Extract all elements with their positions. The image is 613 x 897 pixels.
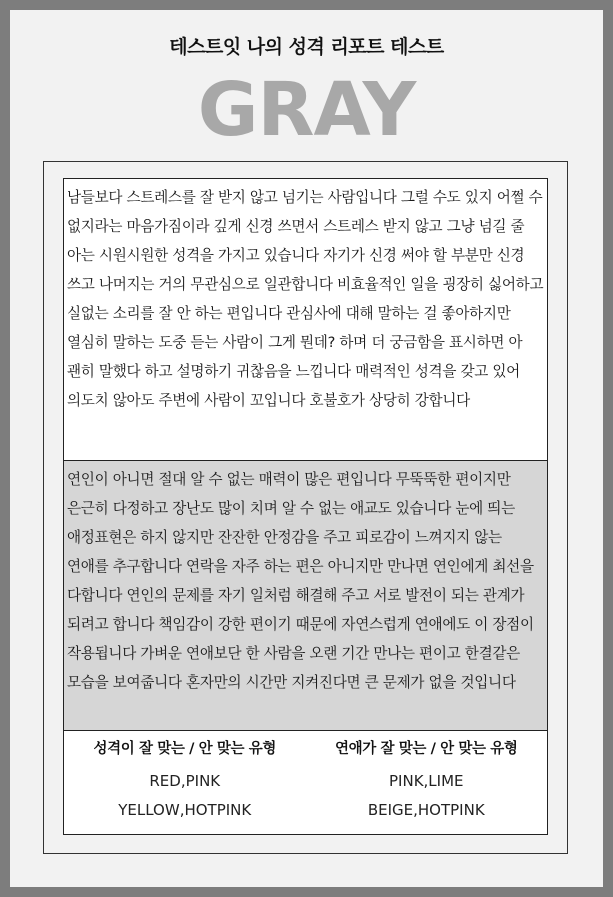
love-description: 연인이 아니면 절대 알 수 없는 매력이 많은 편입니다 무뚝뚝한 편이지만 은근히 다정하고 장난도 많이 치며 알 수 없는 애교도 있습니다 눈에 띄는 애정표현은 하지 않지만 잔잔한 안정감을 주고 피로감이 느껴지지 않는 연애를 추구합니다 연락을 자주 하는 편은 아니지만 만나면 연인에게 최선을 다합니다 연인의 문제를 자기 일처럼 해결해 주고 서로 발전이 되는 관계가 되려고 합니다 책임감이 강한 편이기 때문에 자연스럽게 연애에도 이 장점이 작용됩니다 가벼운 연애보단 한 사람을 오랜 기간 만나는 편이고 한결같은 모습을 보여줍니다 혼자만의 시간만 지켜진다면 큰 문제가 없을 것입니다: [64, 461, 547, 731]
love-compatibility-heading: 연애가 잘 맞는 / 안 맞는 유형: [335, 741, 518, 757]
result-color-label: GRAY: [197, 67, 416, 153]
compatibility-section: [64, 731, 547, 834]
report-title: 테스트잇 나의 성격 리포트 테스트: [169, 36, 444, 58]
personality-bad-match: YELLOW,HOTPINK: [118, 801, 252, 819]
love-good-match: PINK,LIME: [389, 772, 464, 790]
report-card: [10, 10, 603, 887]
report-frame: [43, 161, 568, 854]
personality-good-match: RED,PINK: [149, 772, 221, 790]
love-bad-match: BEIGE,HOTPINK: [367, 801, 485, 819]
personality-compatibility: [64, 731, 306, 834]
love-compatibility: [306, 731, 548, 834]
report-content: [63, 178, 548, 835]
personality-compatibility-heading: 성격이 잘 맞는 / 안 맞는 유형: [93, 741, 276, 757]
personality-description: 남들보다 스트레스를 잘 받지 않고 넘기는 사람입니다 그럴 수도 있지 어쩔 수 없지라는 마음가짐이라 깊게 신경 쓰면서 스트레스 받지 않고 그냥 넘길 줄 아는 시원시원한 성격을 가지고 있습니다 자기가 신경 써야 할 부분만 신경 쓰고 나머지는 거의 무관심으로 일관합니다 비효율적인 일을 굉장히 싫어하고 실없는 소리를 잘 안 하는 편입니다 관심사에 대해 말하는 걸 좋아하지만 열심히 말하는 도중 듣는 사람이 그게 뭔데? 하며 더 궁금함을 표시하면 아 괜히 말했다 하고 설명하기 귀찮음을 느낍니다 매력적인 성격을 갖고 있어 의도치 않아도 주변에 사람이 꼬입니다 호불호가 상당히 강합니다: [64, 179, 547, 461]
